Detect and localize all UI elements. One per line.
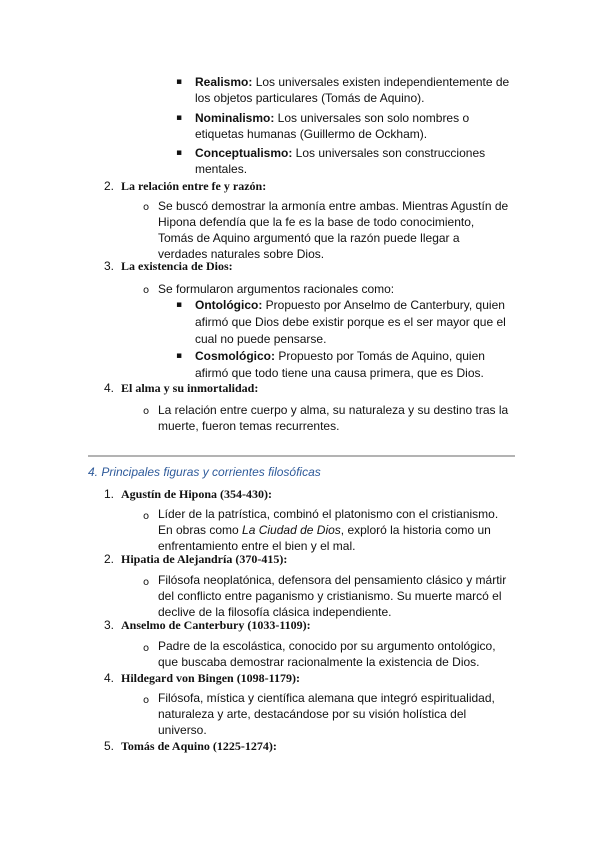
list-item: Filósofa neoplatónica, defensora del pensamiento clásico y mártir del conflicto entre paganismo y cristianismo. Su muerte marcó el declive de la filosofía clásica independiente.	[158, 573, 507, 619]
circle-bullet-icon: o	[143, 406, 150, 417]
list-heading: Tomás de Aquino (1225-1274):	[121, 739, 277, 753]
term-label: Realismo:	[195, 75, 253, 89]
circle-bullet-icon: o	[143, 695, 150, 706]
circle-bullet-icon: o	[143, 202, 150, 213]
list-item: Ontológico: Propuesto por Anselmo de Canterbury, quien afirmó que Dios debe existir porque es el ser mayor que el cual no puede pensarse.	[195, 298, 506, 346]
list-item: Realismo: Los universales existen independientemente de los objetos particulares (Tomás de Aquino).	[195, 75, 510, 105]
section-divider	[88, 455, 515, 457]
square-bullet-icon: ▪	[176, 148, 183, 158]
list-item: Se buscó demostrar la armonía entre ambas. Mientras Agustín de Hipona defendía que la fe es la base de todo conocimiento, Tomás de Aquino argumentó que la razón puede llegar a verdades naturales sobre Dios.	[158, 199, 509, 261]
list-number: 2.	[103, 179, 114, 193]
list-item: Nominalismo: Los universales son solo nombres o etiquetas humanas (Guillermo de Ockham).	[195, 111, 470, 141]
list-heading: La existencia de Dios:	[121, 259, 233, 273]
list-heading: Hipatia de Alejandría (370-415):	[121, 552, 288, 566]
list-number: 2.	[103, 552, 114, 566]
list-heading: Agustín de Hipona (354-430):	[121, 487, 273, 501]
term-label: Conceptualismo:	[195, 146, 293, 160]
list-item: Cosmológico: Propuesto por Tomás de Aquino, quien afirmó que todo tiene una causa primera, que es Dios.	[195, 349, 485, 380]
square-bullet-icon: ▪	[176, 77, 183, 87]
list-item: La relación entre cuerpo y alma, su naturaleza y su destino tras la muerte, fueron temas recurrentes.	[158, 403, 509, 433]
list-heading: Anselmo de Canterbury (1033-1109):	[121, 618, 311, 632]
list-heading: El alma y su inmortalidad:	[121, 381, 259, 395]
list-item: Filósofa, mística y científica alemana que integró espiritualidad, naturaleza y arte, destacándose por su visión holística del universo.	[158, 691, 495, 737]
list-number: 4.	[103, 671, 114, 685]
square-bullet-icon: ▪	[176, 351, 183, 361]
term-label: Ontológico:	[195, 298, 263, 312]
circle-bullet-icon: o	[143, 577, 150, 588]
list-heading: Hildegard von Bingen (1098-1179):	[121, 671, 301, 685]
list-item: Conceptualismo: Los universales son construcciones mentales.	[195, 146, 486, 176]
square-bullet-icon: ▪	[176, 300, 183, 310]
book-title: La Ciudad de Dios	[242, 523, 341, 537]
term-label: Nominalismo:	[195, 111, 275, 125]
list-item: Padre de la escolástica, conocido por su argumento ontológico, que buscaba demostrar racionalmente la existencia de Dios.	[158, 639, 496, 669]
section-title: 4. Principales figuras y corrientes filosóficas	[88, 465, 321, 479]
circle-bullet-icon: o	[143, 285, 150, 296]
list-item: Líder de la patrística, combinó el platonismo con el cristianismo. En obras como La Ciudad de Dios, exploró la historia como un enfrentamiento entre el bien y el mal.	[158, 507, 499, 553]
list-number: 3.	[103, 259, 114, 273]
list-number: 3.	[103, 618, 114, 632]
list-number: 4.	[103, 381, 114, 395]
list-number: 1.	[103, 487, 114, 501]
circle-bullet-icon: o	[143, 643, 150, 654]
term-label: Cosmológico:	[195, 349, 275, 363]
list-heading: La relación entre fe y razón:	[121, 179, 267, 193]
list-item: Se formularon argumentos racionales como:	[158, 282, 395, 296]
square-bullet-icon: ▪	[176, 113, 183, 123]
list-number: 5.	[103, 739, 114, 753]
circle-bullet-icon: o	[143, 511, 150, 522]
